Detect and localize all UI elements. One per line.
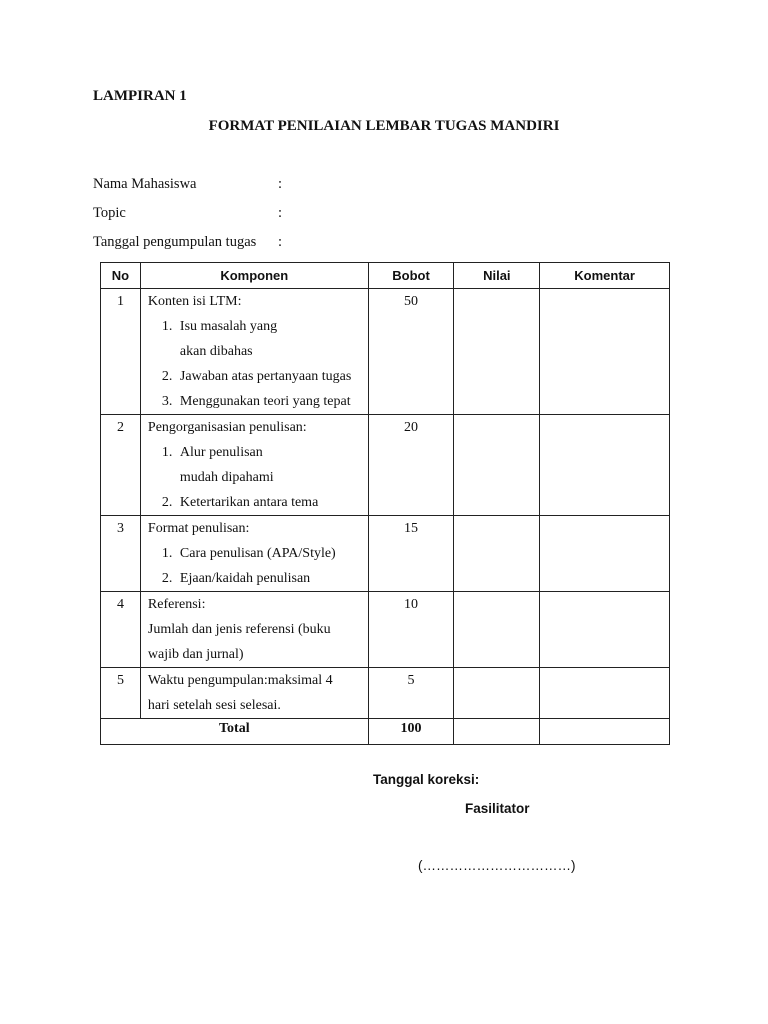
component-cell — [140, 415, 368, 516]
total-label: Total — [101, 719, 369, 745]
comment-cell — [540, 516, 670, 592]
weight-value: 5 — [407, 673, 415, 688]
component-list-continuation: mudah dipahami — [179, 470, 274, 485]
component-text: wajib dan jurnal) — [147, 647, 244, 662]
score-cell — [454, 668, 540, 719]
field-colon: : — [278, 234, 283, 250]
total-nilai-cell — [454, 719, 540, 745]
comment-cell — [540, 668, 670, 719]
list-text: Cara penulisan (APA/Style) — [179, 546, 336, 561]
total-komentar-cell — [540, 719, 670, 745]
list-number: 1. — [161, 319, 173, 334]
field-label: Tanggal pengumpulan tugas — [93, 234, 257, 250]
component-cell — [140, 289, 368, 415]
signature-name-placeholder: (……………………………) — [418, 858, 576, 873]
list-text: Menggunakan teori yang tepat — [179, 394, 351, 409]
row-number-text: 5 — [116, 673, 124, 688]
weight-value: 20 — [404, 420, 419, 435]
weight-cell — [368, 415, 454, 516]
weight-value: 50 — [404, 294, 419, 309]
component-text: Konten isi LTM: — [147, 294, 242, 309]
row-number-text: 4 — [116, 597, 124, 612]
component-cell — [140, 668, 368, 719]
table-row — [101, 516, 670, 592]
comment-cell — [540, 289, 670, 415]
component-list-continuation: akan dibahas — [179, 344, 253, 359]
component-text: Waktu pengumpulan:maksimal 4 — [147, 673, 333, 688]
facilitator-label: Fasilitator — [465, 801, 530, 816]
list-number: 1. — [161, 445, 173, 460]
weight-value: 10 — [404, 597, 419, 612]
total-bobot: 100 — [368, 719, 454, 745]
field-nama-mahasiswa — [93, 176, 393, 193]
weight-cell — [368, 592, 454, 668]
field-label: Nama Mahasiswa — [93, 176, 197, 192]
field-label: Topic — [93, 205, 126, 221]
list-number: 2. — [161, 369, 173, 384]
weight-cell — [368, 289, 454, 415]
field-topic — [93, 205, 393, 222]
row-number — [101, 592, 141, 668]
row-number — [101, 516, 141, 592]
list-number: 2. — [161, 495, 173, 510]
component-list-item — [148, 364, 368, 389]
row-number — [101, 668, 141, 719]
weight-cell — [368, 516, 454, 592]
component-text: Pengorganisasian penulisan: — [147, 420, 307, 435]
component-list-item — [148, 566, 368, 591]
component-list-item — [148, 389, 368, 414]
header-komentar: Komentar — [540, 263, 670, 289]
row-number — [101, 289, 141, 415]
row-number-text: 1 — [116, 294, 124, 309]
component-list-item — [148, 314, 368, 339]
component-list-item — [148, 440, 368, 465]
list-number: 1. — [161, 546, 173, 561]
list-text: Alur penulisan — [179, 445, 263, 460]
weight-cell — [368, 668, 454, 719]
header-nilai: Nilai — [454, 263, 540, 289]
table-row — [101, 289, 670, 415]
header-komponen: Komponen — [140, 263, 368, 289]
header-no: No — [101, 263, 141, 289]
component-list-item — [148, 541, 368, 566]
list-text: Ketertarikan antara tema — [179, 495, 319, 510]
row-number-text: 2 — [116, 420, 124, 435]
table-row — [101, 592, 670, 668]
component-list-item — [148, 490, 368, 515]
table-body — [101, 289, 670, 719]
list-number: 2. — [161, 571, 173, 586]
weight-value: 15 — [404, 521, 419, 536]
field-colon: : — [278, 176, 283, 192]
list-text: Ejaan/kaidah penulisan — [179, 571, 311, 586]
appendix-label: LAMPIRAN 1 — [93, 88, 187, 104]
score-cell — [454, 592, 540, 668]
component-text: Referensi: — [147, 597, 206, 612]
table-header-row — [101, 263, 670, 289]
row-number-text: 3 — [116, 521, 124, 536]
table-row — [101, 668, 670, 719]
component-cell — [140, 516, 368, 592]
list-number: 3. — [161, 394, 173, 409]
total-row — [101, 719, 670, 745]
component-text: hari setelah sesi selesai. — [147, 698, 281, 713]
list-text: Isu masalah yang — [179, 319, 278, 334]
header-bobot: Bobot — [368, 263, 454, 289]
date-correction-label: Tanggal koreksi: — [373, 772, 480, 787]
list-text: Jawaban atas pertanyaan tugas — [179, 369, 352, 384]
table-row — [101, 415, 670, 516]
page-title: FORMAT PENILAIAN LEMBAR TUGAS MANDIRI — [208, 118, 560, 134]
comment-cell — [540, 592, 670, 668]
row-number — [101, 415, 141, 516]
comment-cell — [540, 415, 670, 516]
field-colon: : — [278, 205, 283, 221]
assessment-table — [100, 262, 670, 745]
component-text: Format penulisan: — [147, 521, 250, 536]
score-cell — [454, 516, 540, 592]
score-cell — [454, 289, 540, 415]
component-cell — [140, 592, 368, 668]
component-text: Jumlah dan jenis referensi (buku — [147, 622, 331, 637]
field-tanggal-pengumpulan — [93, 234, 393, 251]
score-cell — [454, 415, 540, 516]
